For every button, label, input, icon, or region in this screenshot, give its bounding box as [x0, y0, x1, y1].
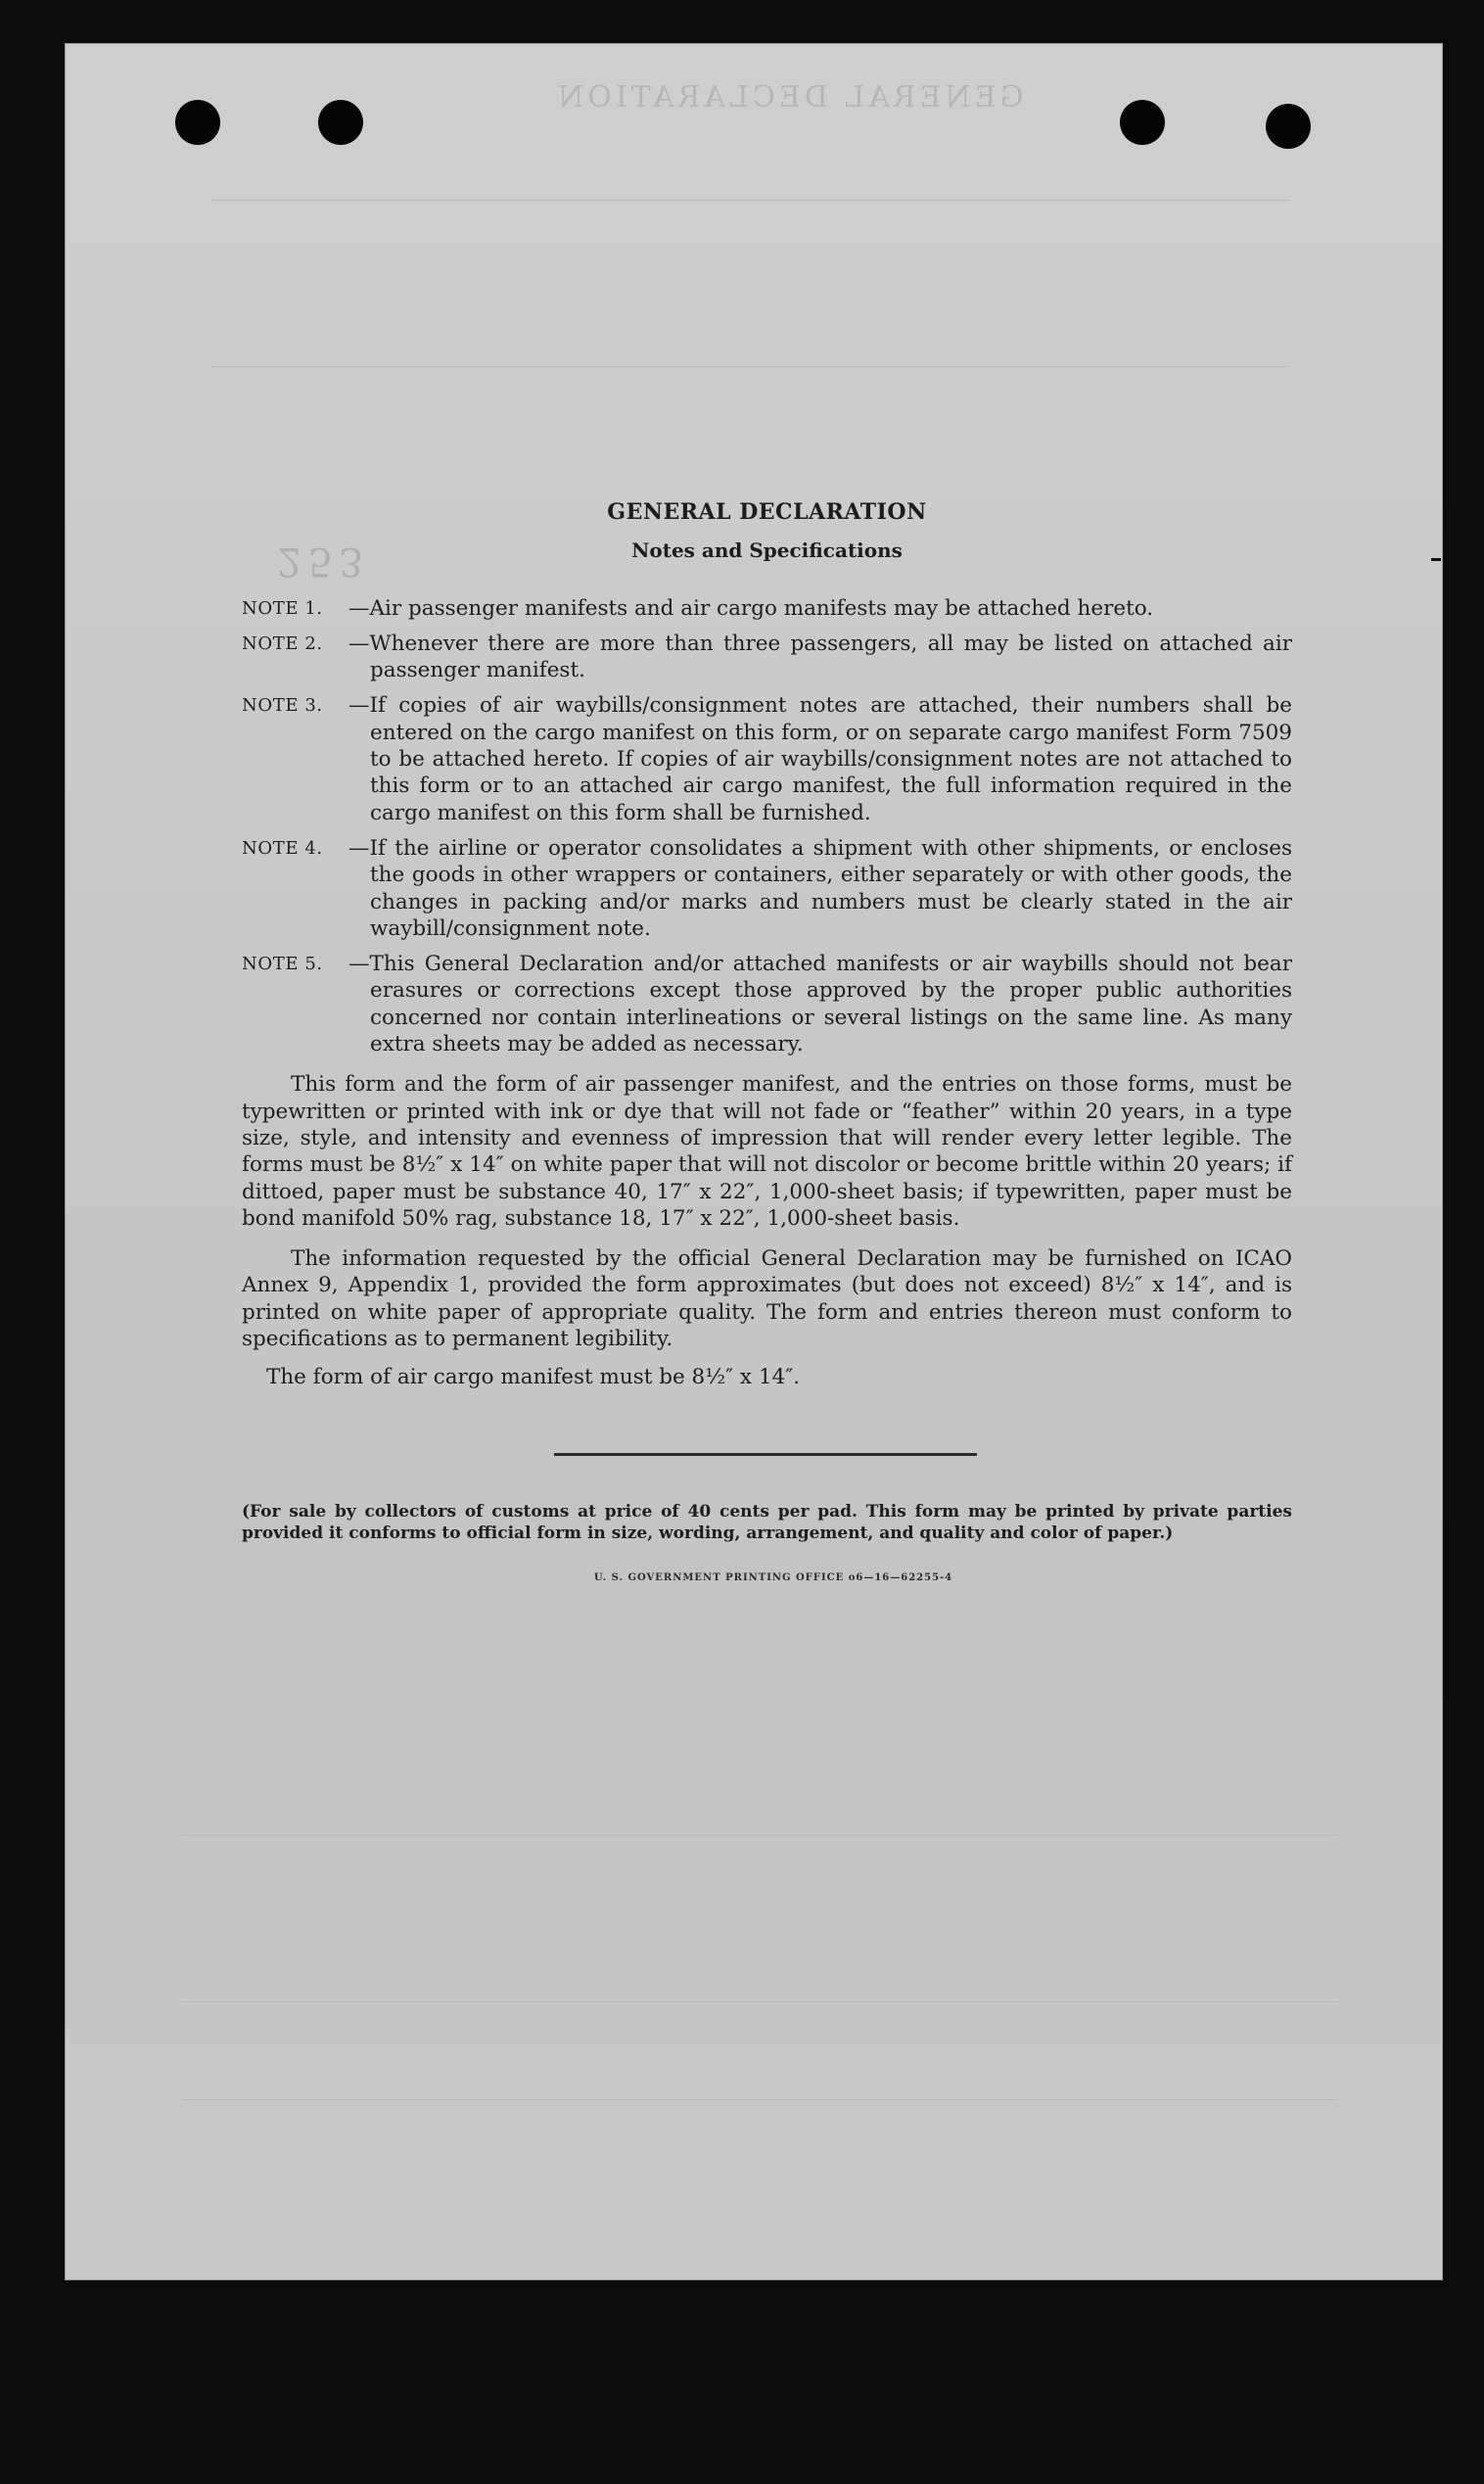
- bleed-through-stamp: 253: [277, 539, 370, 584]
- page-title: GENERAL DECLARATION: [607, 499, 927, 525]
- punch-hole: [1120, 100, 1165, 145]
- note-5: [242, 951, 1292, 1057]
- bleed-through-rule: [182, 2099, 1337, 2100]
- punch-hole: [318, 100, 363, 145]
- note-2: [242, 631, 1292, 684]
- note-4: [242, 835, 1292, 942]
- bleed-through-rule: [182, 1835, 1337, 1836]
- note-1: [242, 595, 1292, 622]
- note-label: NOTE 3.: [242, 695, 323, 717]
- icao-paragraph: The information requested by the official General Declaration may be furnished on ICAO Annex 9, Appendix 1, provided the form approximates (but does not exceed) 8½″ x 14″, and is printed on white paper of appropriate quality. The form and entries thereon must conform to specifications as to permanent legibility.: [242, 1246, 1292, 1352]
- sale-notice: (For sale by collectors of customs at price of 40 cents per pad. This form may be printed by private parties provided it conforms to official form in size, wording, arrangement, and quality and color of paper.): [242, 1502, 1292, 1543]
- note-3: [242, 692, 1292, 825]
- punch-hole: [1266, 104, 1311, 149]
- punch-hole: [175, 100, 220, 145]
- note-text: —If copies of air waybills/consignment notes are attached, their numbers shall be entered on the cargo manifest on this form, or on separate cargo manifest Form 7509 to be attached hereto. If copies of air waybills/consignment notes are not attached to this form or to an attached air cargo manifest, the full information required in the cargo manifest on this form shall be furnished.: [348, 693, 1292, 825]
- bleed-through-rule: [182, 2001, 1337, 2002]
- note-label: NOTE 5.: [242, 954, 323, 975]
- notes-section: [242, 499, 1292, 1391]
- note-label: NOTE 1.: [242, 597, 323, 619]
- bleed-through-title: GENERAL DECLARATION: [554, 80, 1024, 115]
- form-requirements-paragraph: This form and the form of air passenger manifest, and the entries on those forms, must be typewritten or printed with ink or dye that will not fade or “feather” within 20 years, in a type size, style, and intensity and evenness of impression that will render every letter legible. The forms must be 8½″ x 14″ on white paper that will not discolor or become brittle within 20 years; if dittoed, paper must be substance 40, 17″ x 22″, 1,000-sheet basis; if typewritten, paper must be bond manifold 50% rag, substance 18, 17″ x 22″, 1,000-sheet basis.: [242, 1072, 1292, 1231]
- note-text: —If the airline or operator consolidates a shipment with other shipments, or encloses the goods in other wrappers or containers, either separately or with other goods, the changes in packing and/or marks and numbers must be clearly stated in the air waybill/consignment note.: [348, 835, 1292, 941]
- bleed-through-rule: [211, 366, 1288, 367]
- divider-rule: [554, 1453, 977, 1456]
- note-label: NOTE 4.: [242, 837, 323, 859]
- cargo-size-paragraph: The form of air cargo manifest must be 8½″ x 14″.: [266, 1365, 801, 1390]
- note-label: NOTE 2.: [242, 633, 323, 654]
- bleed-through-rule: [211, 200, 1288, 201]
- page-subtitle: Notes and Specifications: [631, 539, 903, 563]
- printer-imprint: U. S. GOVERNMENT PRINTING OFFICE o6—16—62255-4: [593, 1572, 953, 1583]
- note-text: —This General Declaration and/or attached manifests or air waybills should not bear erasures or corrections except those approved by the proper public authorities concerned nor contain interlineations or several listings on the same line. As many extra sheets may be added as necessary.: [348, 952, 1292, 1057]
- note-text: —Whenever there are more than three passengers, all may be listed on attached air passenger manifest.: [348, 631, 1292, 683]
- note-text: —Air passenger manifests and air cargo manifests may be attached hereto.: [348, 595, 1154, 621]
- edge-mark: [1431, 558, 1441, 561]
